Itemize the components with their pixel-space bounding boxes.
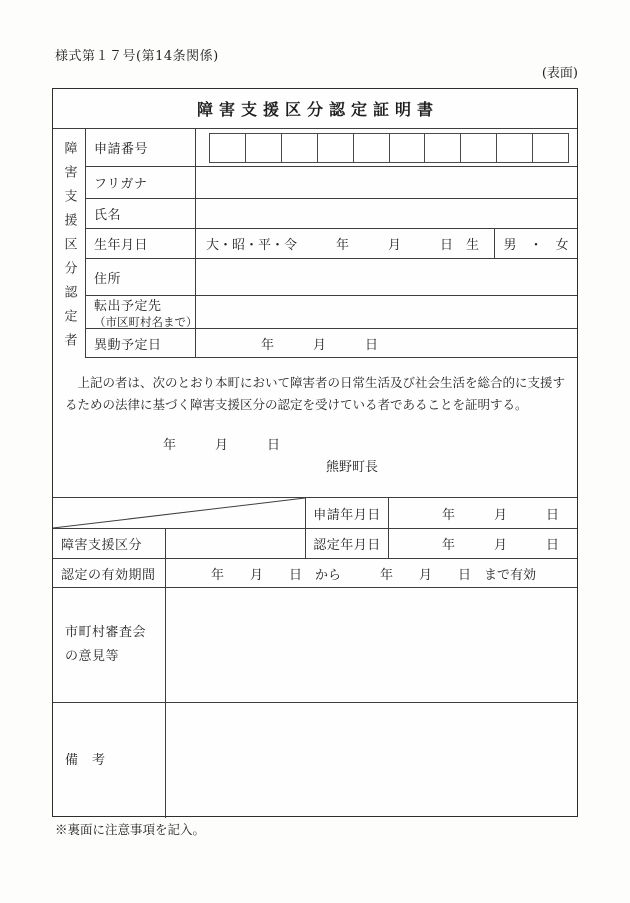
application-number-box bbox=[246, 133, 282, 163]
statement-body: 上記の者は、次のとおり本町において障害者の日常生活及び社会生活を総合的に支援するための法律に基づく障害支援区分の認定を受けている者であることを証明する。 bbox=[65, 375, 566, 412]
committee-opinion-value-cell bbox=[166, 588, 577, 702]
validity-value: 年 月 日 から 年 月 日 まで有効 bbox=[211, 567, 537, 583]
certificate-form bbox=[52, 88, 578, 817]
address-value-cell bbox=[196, 259, 577, 295]
birthdate-value-cell bbox=[196, 229, 577, 258]
remarks-value-cell bbox=[166, 703, 577, 818]
gender-cell: 男 ・ 女 bbox=[494, 229, 577, 258]
move-date-label: 異動予定日 bbox=[86, 329, 196, 357]
move-destination-label-line1: 転出予定先 bbox=[94, 298, 162, 314]
row-address bbox=[86, 259, 577, 296]
committee-opinion-label bbox=[53, 588, 166, 702]
row-name bbox=[86, 199, 577, 229]
row-move-date bbox=[86, 329, 577, 358]
form-number: 様式第１７号(第14条関係) bbox=[55, 49, 219, 64]
statement-signer: 熊野町長 bbox=[326, 460, 379, 475]
row-move-destination bbox=[86, 296, 577, 329]
side-label: (表面) bbox=[541, 66, 578, 81]
remarks-label bbox=[53, 703, 166, 818]
remarks-label-text: 備 考 bbox=[65, 752, 106, 768]
application-number-box bbox=[533, 133, 569, 163]
row-application-date bbox=[53, 498, 577, 529]
row-committee-opinion bbox=[53, 588, 577, 703]
footer-note: ※裏面に注意事項を記入。 bbox=[55, 822, 206, 837]
form-title: 障害支援区分認定証明書 bbox=[53, 89, 577, 129]
diagonal-line bbox=[53, 498, 305, 528]
certification-date-value: 年 月 日 bbox=[441, 538, 559, 553]
applicant-section bbox=[53, 129, 577, 358]
furigana-value-cell bbox=[196, 167, 577, 198]
application-number-box bbox=[354, 133, 390, 163]
application-number-box bbox=[282, 133, 318, 163]
application-number-label: 申請番号 bbox=[86, 129, 196, 166]
move-destination-label bbox=[86, 296, 196, 328]
application-number-box bbox=[318, 133, 354, 163]
name-label: 氏名 bbox=[86, 199, 196, 228]
address-label: 住所 bbox=[86, 259, 196, 295]
move-destination-label-line2: （市区町村名まで） bbox=[94, 314, 198, 329]
application-number-value-cell bbox=[196, 129, 577, 166]
move-date-value-cell: 年 月 日 bbox=[261, 337, 379, 353]
application-date-label: 申請年月日 bbox=[306, 498, 389, 528]
furigana-label: フリガナ bbox=[86, 167, 196, 198]
name-value-cell bbox=[196, 199, 577, 228]
application-date-value: 年 月 日 bbox=[441, 507, 559, 523]
row-classification bbox=[53, 529, 577, 559]
committee-opinion-label-line2: の意見等 bbox=[65, 649, 120, 664]
application-number-box bbox=[390, 133, 426, 163]
application-number-box bbox=[425, 133, 461, 163]
row-remarks bbox=[53, 703, 577, 818]
row-application-number bbox=[86, 129, 577, 167]
statement-date-line: 年 月 日 bbox=[163, 438, 281, 453]
row-birthdate bbox=[86, 229, 577, 259]
row-furigana bbox=[86, 167, 577, 199]
validity-label: 認定の有効期間 bbox=[53, 559, 166, 587]
applicant-rows bbox=[86, 129, 577, 358]
statement-section bbox=[53, 358, 577, 498]
application-number-box bbox=[209, 133, 246, 163]
committee-opinion-label-line1: 市町村審査会 bbox=[65, 625, 147, 640]
birthdate-label: 生年月日 bbox=[86, 229, 196, 258]
classification-label: 障害支援区分 bbox=[53, 529, 166, 558]
classification-value-cell bbox=[166, 529, 306, 558]
application-number-box bbox=[461, 133, 497, 163]
diagonal-cell bbox=[53, 498, 306, 528]
birthdate-era-value: 大・昭・平・令 年 月 日 生 bbox=[206, 238, 480, 253]
application-number-boxes bbox=[209, 133, 569, 163]
row-validity bbox=[53, 559, 577, 588]
certification-date-label: 認定年月日 bbox=[306, 529, 389, 558]
applicant-vertical-label: 障害支援区分認定者 bbox=[53, 129, 86, 358]
move-destination-value-cell bbox=[196, 296, 577, 328]
application-number-box bbox=[497, 133, 533, 163]
